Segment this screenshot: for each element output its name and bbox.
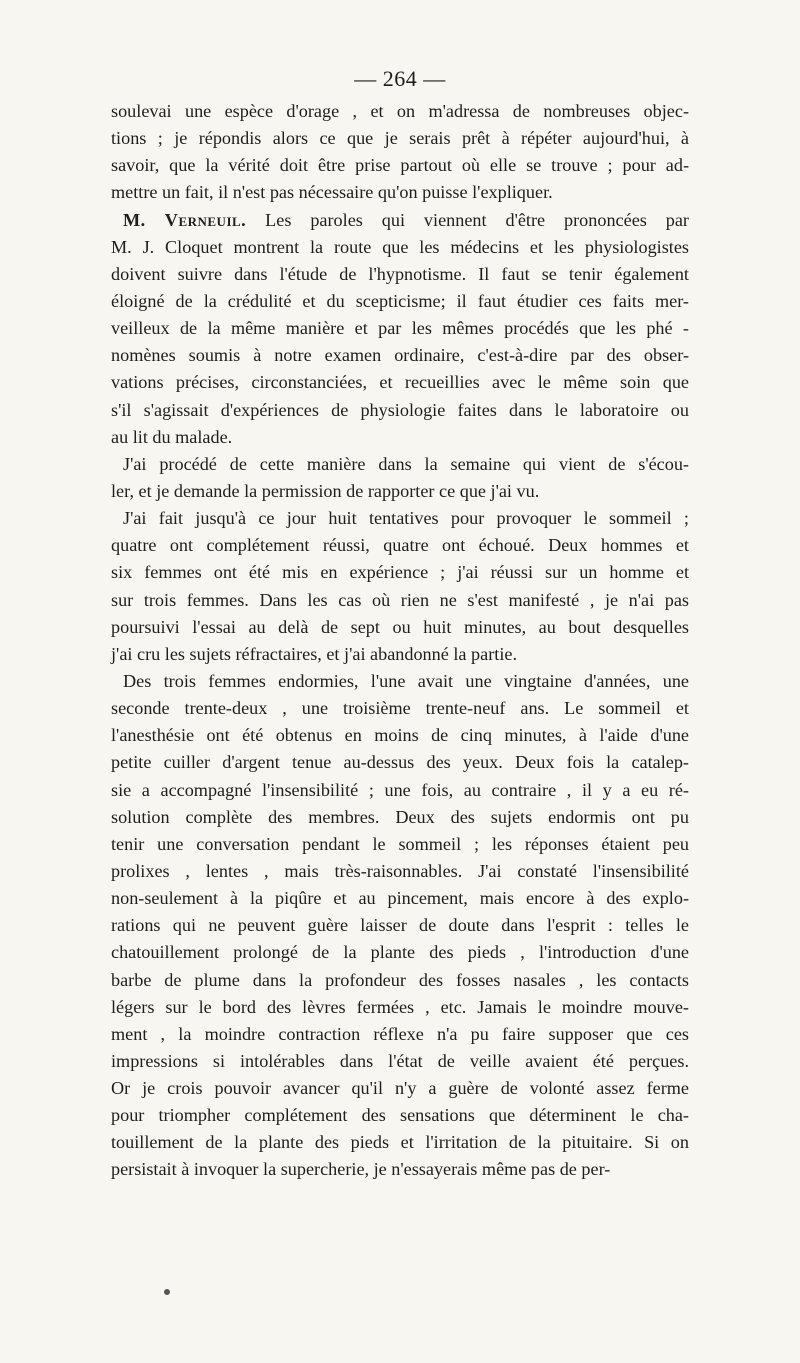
- text-line: au lit du malade.: [111, 426, 233, 447]
- text-line: six femmes ont été mis en expérience ; j'ai réussi sur un homme et: [111, 562, 689, 583]
- text-line: tenir une conversation pendant le sommeil ; les réponses étaient peu: [111, 833, 689, 854]
- paragraph: [111, 98, 689, 207]
- body-text: [111, 98, 689, 1184]
- text-line: solution complète des membres. Deux des sujets endormis ont pu: [111, 806, 689, 827]
- text-line: chatouillement prolongé de la plante des pieds , l'introduction d'une: [111, 942, 689, 963]
- text-line: veilleux de la même manière et par les mêmes procédés que les phé -: [111, 318, 689, 339]
- text-line: persistait à invoquer la supercherie, je n'essayerais même pas de per-: [111, 1159, 611, 1180]
- text-line: vations précises, circonstanciées, et recueillies avec le même soin que: [111, 372, 689, 393]
- paragraph: [111, 668, 689, 1184]
- text-line: tions ; je répondis alors ce que je serais prêt à répéter aujourd'hui, à: [111, 128, 689, 149]
- paragraph: [111, 451, 689, 505]
- text-line: rations qui ne peuvent guère laisser de doute dans l'esprit : telles le: [111, 915, 689, 936]
- text-line: pour triompher complétement des sensations que déterminent le cha-: [111, 1105, 689, 1126]
- text-line: ment , la moindre contraction réflexe n'a pu faire supposer que ces: [111, 1023, 689, 1044]
- text-line: Or je crois pouvoir avancer qu'il n'y a guère de volonté assez ferme: [111, 1078, 689, 1099]
- text-line: touillement de la plante des pieds et l'irritation de la pituitaire. Si on: [111, 1132, 689, 1153]
- text-line: sie a accompagné l'insensibilité ; une fois, au contraire , il y a eu ré-: [111, 779, 689, 800]
- paragraph: [111, 505, 689, 668]
- line-text: Les paroles qui viennent d'être prononcées par: [265, 209, 689, 230]
- text-line: non-seulement à la piqûre et au pincement, mais encore à des explo-: [111, 888, 689, 909]
- text-line: M. J. Cloquet montrent la route que les médecins et les physiologistes: [111, 236, 689, 257]
- text-line: mettre un fait, il n'est pas nécessaire qu'on puisse l'expliquer.: [111, 182, 553, 203]
- text-line: [111, 207, 689, 234]
- text-line: seconde trente-deux , une troisième trente-neuf ans. Le sommeil et: [111, 698, 689, 719]
- text-line: légers sur le bord des lèvres fermées , etc. Jamais le moindre mouve-: [111, 996, 689, 1017]
- text-line: poursuivi l'essai au delà de sept ou huit minutes, au bout desquelles: [111, 616, 689, 637]
- text-line: impressions si intolérables dans l'état de veille avaient été perçues.: [111, 1050, 689, 1071]
- speaker-name: M. Verneuil.: [123, 209, 247, 230]
- text-line: prolixes , lentes , mais très-raisonnables. J'ai constaté l'insensibilité: [111, 860, 689, 881]
- page-number: — 264 —: [354, 66, 446, 91]
- text-line: Des trois femmes endormies, l'une avait une vingtaine d'années, une: [123, 670, 689, 691]
- text-line: j'ai cru les sujets réfractaires, et j'ai abandonné la partie.: [111, 643, 517, 664]
- text-line: soulevai une espèce d'orage , et on m'adressa de nombreuses objec-: [111, 101, 689, 121]
- text-line: barbe de plume dans la profondeur des fosses nasales , les contacts: [111, 969, 689, 990]
- text-line: J'ai fait jusqu'à ce jour huit tentatives pour provoquer le sommeil ;: [123, 508, 689, 529]
- text-line: sur trois femmes. Dans les cas où rien ne s'est manifesté , je n'ai pas: [111, 589, 689, 610]
- ink-speck: [164, 1289, 170, 1295]
- text-line: doivent suivre dans l'étude de l'hypnotisme. Il faut se tenir également: [111, 263, 689, 284]
- text-line: l'anesthésie ont été obtenus en moins de cinq minutes, à l'aide d'une: [111, 725, 689, 746]
- text-line: petite cuiller d'argent tenue au-dessus des yeux. Deux fois la catalep-: [111, 752, 689, 773]
- text-line: quatre ont complétement réussi, quatre ont échoué. Deux hommes et: [111, 535, 689, 556]
- paragraph: [111, 207, 689, 451]
- text-line: s'il s'agissait d'expériences de physiologie faites dans le laboratoire ou: [111, 399, 689, 420]
- text-line: J'ai procédé de cette manière dans la semaine qui vient de s'écou-: [123, 453, 689, 474]
- text-line: savoir, que la vérité doit être prise partout où elle se trouve ; pour ad-: [111, 155, 689, 176]
- text-line: éloigné de la crédulité et du scepticisme; il faut étudier ces faits mer-: [111, 290, 689, 311]
- text-line: nomènes soumis à notre examen ordinaire, c'est-à-dire par des obser-: [111, 345, 689, 366]
- text-line: ler, et je demande la permission de rapporter ce que j'ai vu.: [111, 480, 540, 501]
